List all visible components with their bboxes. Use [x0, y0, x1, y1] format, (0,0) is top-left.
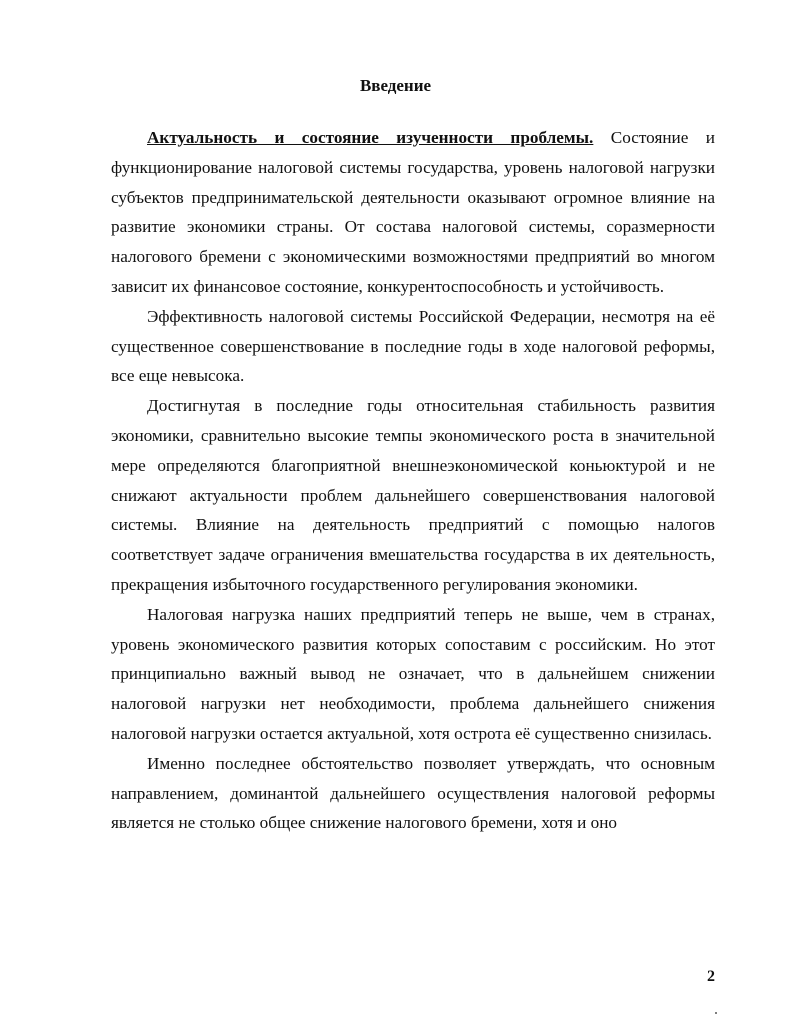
paragraph-text: Состояние и функционирование налоговой системы государства, уровень налоговой нагрузки субъектов предпринимательской деятельности оказывают огромное влияние на развитие экономики страны. От состава налоговой системы, соразмерности налогового бремени с экономическими возможностями предприятий во многом зависит их финансовое состояние, конкурентоспособность и устойчивость.: [111, 128, 716, 296]
paragraph-4: Налоговая нагрузка наших предприятий теперь не выше, чем в странах, уровень экономического развития которых сопоставим с российским. Но этот принципиально важный вывод не означает, что в дальнейшем снижении налоговой нагрузки нет необходимости, проблема дальнейшего снижения налоговой нагрузки остается актуальной, хотя острота её существенно снизилась.: [111, 604, 715, 743]
body-text: [111, 123, 715, 838]
paragraph-2: Эффективность налоговой системы Российской Федерации, несмотря на её существенное совершенствование в последние годы в ходе налоговой реформы, все еще невысока.: [111, 306, 715, 386]
scan-speck: [715, 1012, 717, 1014]
paragraph-5: Именно последнее обстоятельство позволяет утверждать, что основным направлением, доминантой дальнейшего осуществления налоговой реформы является не столько общее снижение налогового бремени, хотя и оно: [111, 753, 715, 833]
paragraph-1: [111, 123, 715, 302]
paragraph-3: Достигнутая в последние годы относительная стабильность развития экономики, сравнительно высокие темпы экономического роста в значительной мере определяются благоприятной внешнеэкономической коньюктурой и не снижают актуальности проблем дальнейшего совершенствования налоговой системы. Влияние на деятельность предприятий с помощью налогов соответствует задаче ограничения вмешательства государства в их деятельность, прекращения избыточного государственного регулирования экономики.: [111, 396, 715, 594]
page-number: 2: [707, 968, 715, 985]
page-title: Введение: [359, 76, 432, 95]
paragraph-lead: Актуальность и состояние изученности проблемы.: [147, 128, 594, 147]
